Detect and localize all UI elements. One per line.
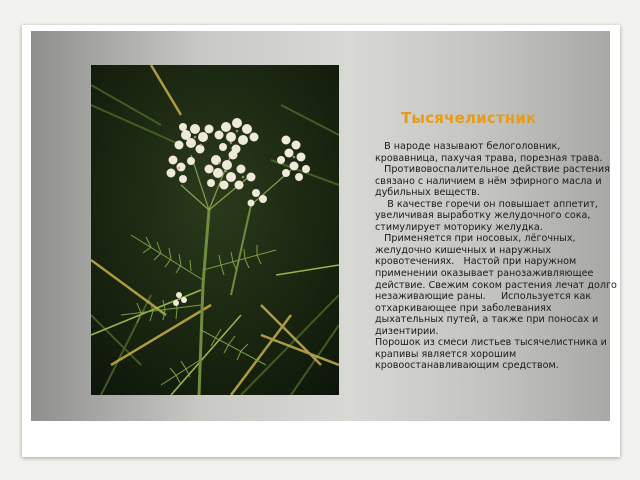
paragraph-appetite: В качестве горечи он повышает аппетит, увеличивая выработку желудочного сока, стимулирует моторику желудка. <box>375 198 602 233</box>
slide-frame <box>22 25 620 457</box>
paragraph-folk-names: В народе называют белоголовник, кровавница, пахучая трава, порезная трава. <box>375 141 603 164</box>
yarrow-photo <box>91 65 339 395</box>
description-text <box>375 141 619 372</box>
paragraph-bleeding: Применяется при носовых, лёгочных, желудочно кишечных и наружных кровотечениях. Настой при наружном применении оказывает ранозаживляющее действие. Свежим соком растения лечат долго незаживающие раны. Используется как отхаркивающее при заболеваниях дыхательных путей, а также при поносах и дизентирии. <box>375 233 620 337</box>
slide-content <box>31 31 620 421</box>
paragraph-anti-inflammatory: Противовоспалительное действие растения связано с наличием в нём эфирного масла и дубильных веществ. <box>375 164 613 199</box>
slide-title: Тысячелистник <box>401 109 537 127</box>
paragraph-powder: Порошок из смеси листьев тысячелистника и крапивы является хорошим кровоостанавливающим средством. <box>375 337 610 372</box>
